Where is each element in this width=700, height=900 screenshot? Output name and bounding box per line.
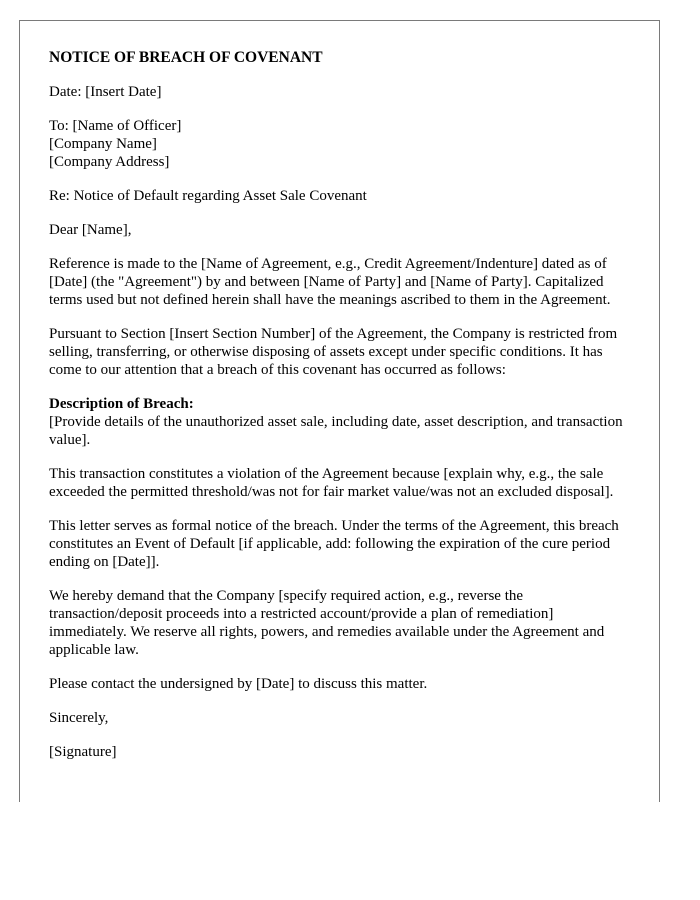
- document-title: NOTICE OF BREACH OF COVENANT: [49, 49, 323, 66]
- document-content: [20, 21, 659, 761]
- breach-detail: [Provide details of the unauthorized asset sale, including date, asset description, and transaction value].: [49, 414, 623, 448]
- paragraph-formal-notice: This letter serves as formal notice of the breach. Under the terms of the Agreement, this breach constitutes an Event of Default [if applicable, add: following the expiration of the cure period ending on [Date]].: [49, 518, 619, 570]
- salutation: Dear [Name],: [49, 222, 132, 238]
- date-line: Date: [Insert Date]: [49, 84, 162, 100]
- breach-section: [49, 395, 630, 449]
- paragraph-pursuant: Pursuant to Section [Insert Section Number] of the Agreement, the Company is restricted from selling, transferring, or otherwise disposing of assets except under specific conditions. It has come to our attention that a breach of this covenant has occurred as follows:: [49, 326, 618, 378]
- paragraph-demand: We hereby demand that the Company [specify required action, e.g., reverse the transaction/deposit proceeds into a restricted account/provide a plan of remediation] immediately. We reserve all rights, powers, and remedies available under the Agreement and applicable law.: [49, 588, 605, 658]
- recipient-address: [Company Address]: [49, 154, 170, 170]
- recipient-officer: To: [Name of Officer]: [49, 118, 182, 134]
- document-page: [19, 20, 660, 802]
- signature: [Signature]: [49, 744, 117, 760]
- recipient-company: [Company Name]: [49, 136, 157, 152]
- closing: Sincerely,: [49, 710, 109, 726]
- paragraph-contact: Please contact the undersigned by [Date] to discuss this matter.: [49, 676, 428, 692]
- breach-heading: Description of Breach:: [49, 396, 194, 412]
- paragraph-violation: This transaction constitutes a violation of the Agreement because [explain why, e.g., the sale exceeded the permitted threshold/was not for fair market value/was not an excluded disposal].: [49, 466, 614, 500]
- paragraph-reference: Reference is made to the [Name of Agreement, e.g., Credit Agreement/Indenture] dated as of [Date] (the "Agreement") by and between [Name of Party] and [Name of Party]. Capitalized terms used but not defined herein shall have the meanings ascribed to them in the Agreement.: [49, 256, 611, 308]
- subject-line: Re: Notice of Default regarding Asset Sale Covenant: [49, 188, 367, 204]
- recipient-block: [49, 117, 630, 171]
